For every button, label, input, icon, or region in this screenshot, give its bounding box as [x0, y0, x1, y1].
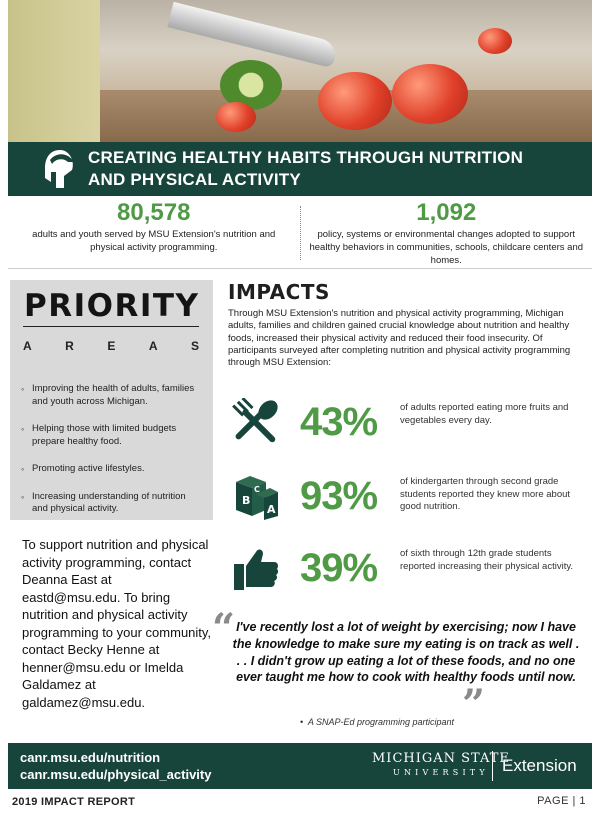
physical-activity-link[interactable]: canr.msu.edu/physical_activity	[20, 767, 212, 782]
hero-photo	[8, 0, 592, 142]
person-shirt	[8, 0, 100, 142]
impacts-title: IMPACTS	[228, 280, 330, 304]
divider	[23, 326, 199, 327]
impact-row-physical-activity	[228, 540, 588, 602]
list-item: ◦ Helping those with limited budgets prepare healthy food.	[23, 423, 203, 448]
thumbs-up-icon	[232, 544, 280, 594]
divider	[8, 268, 592, 269]
impact-row-fruits-vegetables	[228, 394, 588, 456]
logo-line1: MICHIGAN STATE	[372, 751, 510, 766]
stats-row	[8, 198, 592, 266]
fork-spoon-icon	[232, 398, 280, 448]
quote-text: I've recently lost a lot of weight by exercising; now I have the knowledge to make sure my eating is on track as well . . . I didn't grow up eating a lot of these foods, and no one ever taught me how to cook with healthy foods until now.	[232, 620, 580, 685]
stat-description: adults and youth served by MSU Extension's nutrition and physical activity programming.	[32, 229, 276, 253]
stat-value: 80,578	[117, 199, 191, 226]
area-letter: A	[148, 339, 158, 353]
tomato	[216, 102, 256, 132]
report-label: 2019 IMPACT REPORT	[12, 796, 136, 808]
logo-line2: UNIVERSITY	[393, 768, 489, 777]
impact-percent: 93%	[300, 474, 378, 518]
spartan-helmet-icon	[42, 148, 78, 190]
footer-band	[8, 743, 592, 789]
list-item: ◦ Increasing understanding of nutrition and physical activity.	[23, 491, 203, 516]
page-title: CREATING HEALTHY HABITS THROUGH NUTRITION AND PHYSICAL ACTIVITY	[88, 148, 524, 189]
priority-list	[23, 383, 203, 516]
page-number: PAGE | 1	[537, 795, 586, 807]
area-letter: R	[65, 339, 74, 353]
impact-description: of sixth through 12th grade students reported increasing their physical activity.	[400, 548, 574, 572]
area-letter: S	[190, 339, 199, 353]
svg-text:C: C	[254, 485, 260, 494]
quote-attribution: • A SNAP-Ed programming participant	[300, 717, 455, 727]
divider	[492, 751, 493, 781]
logo-unit: Extension	[502, 756, 577, 775]
priority-areas-box	[10, 280, 213, 520]
contact-text: To support nutrition and physical activity programming, contact Deanna East at eastd@msu.edu. To bring nutrition and physical activity programming to your community, contact Becky Henne at henner@msu.edu or Imelda Galdamez at galdamez@msu.edu.	[22, 537, 212, 710]
areas-subtitle	[23, 339, 199, 353]
tomato	[318, 72, 392, 130]
svg-text:A: A	[267, 503, 276, 516]
impact-percent: 39%	[300, 546, 378, 590]
title-band	[8, 142, 592, 196]
abc-blocks-icon	[232, 472, 280, 522]
area-letter: A	[23, 339, 32, 353]
open-quote-icon: “	[212, 605, 236, 652]
impacts-intro: Through MSU Extension's nutrition and physical activity programming, Michigan adults, families and children gained crucial knowledge about nutrition and healthy foods, increased their physical activity and reduced their food insecurity. Of participants surveyed after completing nutrition and physical activity programming through MSU Extension:	[228, 308, 571, 369]
stat-policy-changes	[301, 198, 593, 266]
stat-people-served	[8, 198, 300, 266]
close-quote-icon: ”	[462, 681, 486, 728]
list-item: ◦ Promoting active lifestyles.	[23, 463, 203, 476]
knife	[167, 2, 338, 68]
impact-percent: 43%	[300, 400, 378, 444]
stat-description: policy, systems or environmental changes adopted to support healthy behaviors in communities, schools, childcare centers and homes.	[309, 229, 584, 266]
nutrition-link[interactable]: canr.msu.edu/nutrition	[20, 750, 161, 765]
tomato	[478, 28, 512, 54]
impact-description: of kindergarten through second grade students reported they knew more about good nutrition.	[400, 476, 571, 512]
stat-value: 1,092	[416, 199, 477, 226]
priority-title: PRIORITY	[24, 288, 200, 324]
area-letter: E	[107, 339, 116, 353]
svg-text:B: B	[242, 494, 251, 507]
impact-row-nutrition-knowledge	[228, 468, 588, 530]
msu-logo	[372, 751, 510, 779]
footer-links	[20, 749, 211, 783]
list-item: ◦ Improving the health of adults, families and youth across Michigan.	[23, 383, 203, 408]
tomato	[392, 64, 468, 124]
impact-description: of adults reported eating more fruits and vegetables every day.	[400, 402, 569, 426]
